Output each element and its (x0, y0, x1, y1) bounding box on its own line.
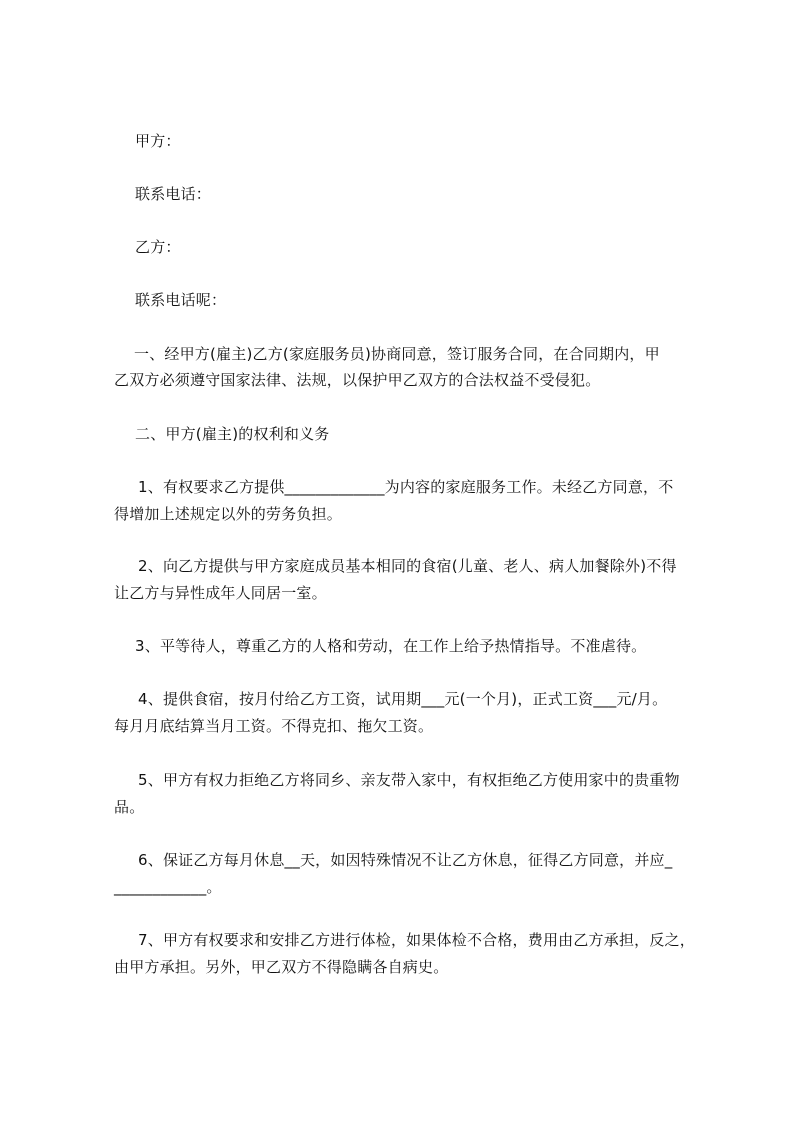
item7-line2: 由甲方承担。另外，甲乙双方不得隐瞒各自病史。 (114, 958, 449, 976)
party-a-label: 甲方： (135, 132, 181, 150)
section1-line1: 一、经甲方(雇主)乙方(家庭服务员)协商同意，签订服务合同，在合同期内，甲 (134, 345, 660, 363)
item6-line1: 6、保证乙方每月休息__天，如因特殊情况不让乙方休息，征得乙方同意，并应_ (138, 851, 673, 869)
item5-line2: 品。 (114, 798, 145, 816)
section2-heading: 二、甲方(雇主)的权利和义务 (135, 425, 330, 443)
item4-line2: 每月月底结算当月工资。不得克扣、拖欠工资。 (114, 717, 434, 735)
party-a-phone-label: 联系电话： (135, 185, 212, 203)
section1-line2: 乙双方必须遵守国家法律、法规，以保护甲乙双方的合法权益不受侵犯。 (114, 371, 601, 389)
item6-line2: ____________。 (114, 878, 222, 896)
item2-line1: 2、向乙方提供与甲方家庭成员基本相同的食宿(儿童、老人、病人加餐除外)不得 (138, 557, 677, 575)
item5-line1: 5、甲方有权力拒绝乙方将同乡、亲友带入家中，有权拒绝乙方使用家中的贵重物 (138, 771, 680, 789)
item3-line1: 3、平等待人，尊重乙方的人格和劳动，在工作上给予热情指导。不准虐待。 (135, 637, 647, 655)
party-b-label: 乙方： (135, 238, 181, 256)
item7-line1: 7、甲方有权要求和安排乙方进行体检，如果体检不合格，费用由乙方承担，反之， (138, 931, 695, 949)
item1-line1: 1、有权要求乙方提供_____________为内容的家庭服务工作。未经乙方同意，不 (138, 478, 674, 496)
item4-line1: 4、提供食宿，按月付给乙方工资，试用期___元(一个月)，正式工资___元/月。 (138, 690, 668, 708)
party-b-phone-label: 联系电话呢： (135, 291, 227, 309)
item1-line2: 得增加上述规定以外的劳务负担。 (114, 505, 343, 523)
item2-line2: 让乙方与异性成年人同居一室。 (114, 584, 327, 602)
